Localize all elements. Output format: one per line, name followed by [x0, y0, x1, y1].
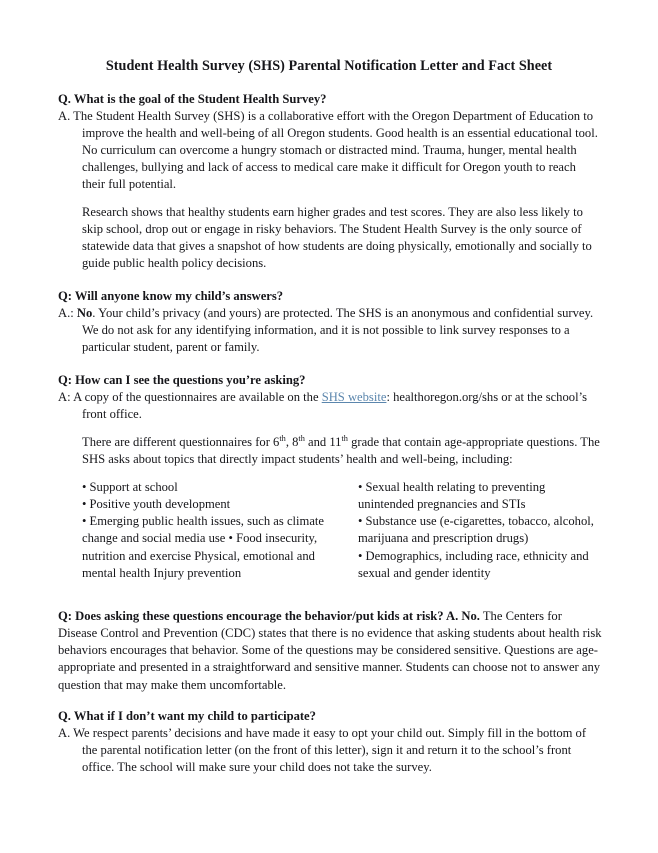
answer-see-questions-after-link: : healthoregon.org/shs or at the school’s front office.: [82, 389, 587, 421]
question-see-questions: Q: How can I see the questions you’re asking?: [58, 372, 306, 387]
answer-goal-lead: A.: [58, 108, 74, 123]
answer-optout: [58, 725, 602, 776]
list-item: • Positive youth development: [82, 496, 231, 511]
grades-note-part2: , 8: [285, 434, 299, 449]
list-item: • Emerging public health issues, such as climate change and social media use • Food insecurity, nutrition and exercise Physical, emotional and mental health Injury prevention: [82, 514, 325, 580]
list-item: • Support at school: [82, 479, 178, 494]
answer-privacy-text: . Your child’s privacy (and yours) are protected. The SHS is an anonymous and confidential survey. We do not ask for any identifying information, and it is not possible to link survey responses to a particular student, parent or family.: [82, 305, 594, 354]
section-spacer: [58, 582, 602, 608]
section-see-questions: [58, 373, 602, 582]
section-goal: [58, 92, 602, 272]
answer-goal-continuation: Research shows that healthy students earn higher grades and test scores. They are also less likely to skip school, drop out or engage in risky behaviors. The Student Health Survey is the only source of statewide data that gives a snapshot of how students are doing physically, emotionally and socially to guide public health policy decisions.: [82, 204, 592, 270]
list-item: • Substance use (e-cigarettes, tobacco, alcohol, marijuana and prescription drugs): [358, 514, 594, 546]
question-risk: Q: Does asking these questions encourage the behavior/put kids at risk? A. No.: [58, 609, 480, 624]
answer-privacy-lead: A.:: [58, 305, 77, 320]
answer-privacy: [58, 305, 602, 356]
answer-optout-lead: A.: [58, 725, 74, 740]
shs-website-link[interactable]: SHS website: [321, 389, 387, 404]
ordinal-suffix-11th: th: [341, 433, 348, 443]
question-privacy: Q: Will anyone know my child’s answers?: [58, 288, 284, 303]
answer-goal-text: The Student Health Survey (SHS) is a collaborative effort with the Oregon Department of Education to improve the health and well-being of all Oregon students. Good health is an essential educational tool. No curriculum can overcome a hungry stomach or distracted mind. Trauma, hunger, mental health challenges, bullying and lack of access to medical care make it difficult for Oregon youth to reach their full potential.: [73, 108, 598, 191]
section-privacy: [58, 289, 602, 356]
answer-optout-text: We respect parents’ decisions and have made it easy to opt your child out. Simply fill in the bottom of the parental notification letter (on the front of this letter), sign it and return it to the school’s front office. The school will make sure your child does not take the survey.: [73, 725, 587, 774]
topics-two-column-list: [58, 479, 602, 583]
document-body: [0, 92, 658, 776]
list-item: • Demographics, including race, ethnicity and sexual and gender identity: [358, 548, 589, 580]
answer-privacy-emphasis: No: [76, 305, 93, 320]
answer-goal: [58, 108, 602, 193]
answer-see-questions-lead: A:: [58, 389, 74, 404]
page-title: Student Health Survey (SHS) Parental Notification Letter and Fact Sheet: [105, 58, 553, 74]
answer-see-questions: [58, 389, 602, 423]
answer-risk: The Centers for Disease Control and Prevention (CDC) states that there is no evidence that asking students about health risk behaviors encourages that behavior. Some of the questions may be considered sensitive. Questions are age-appropriate and presented in a straightforward and sensitive manner. Students can choose not to answer any question that may make them uncomfortable.: [58, 609, 602, 692]
topics-left-column: [82, 479, 326, 583]
grades-note-part3: and 11: [304, 434, 342, 449]
question-optout: Q. What if I don’t want my child to participate?: [58, 708, 316, 723]
grades-note-part4: grade that contain age-appropriate questions. The SHS asks about topics that directly impact students’ health and well-being, including:: [82, 434, 600, 466]
list-item: • Sexual health relating to preventing unintended pregnancies and STIs: [358, 479, 546, 511]
risk-paragraph: [58, 608, 602, 694]
section-risk: [58, 608, 602, 694]
ordinal-suffix-8th: th: [298, 433, 305, 443]
questionnaire-grades-note: [58, 434, 602, 468]
answer-see-questions-before-link: A copy of the questionnaires are available on the: [73, 389, 322, 404]
question-goal: Q. What is the goal of the Student Health Survey?: [58, 92, 327, 107]
section-optout: [58, 709, 602, 776]
section-spacer: [58, 694, 602, 709]
grades-note-part1: There are different questionnaires for 6: [82, 434, 280, 449]
ordinal-suffix-6th: th: [279, 433, 286, 443]
topics-right-column: [344, 479, 602, 583]
